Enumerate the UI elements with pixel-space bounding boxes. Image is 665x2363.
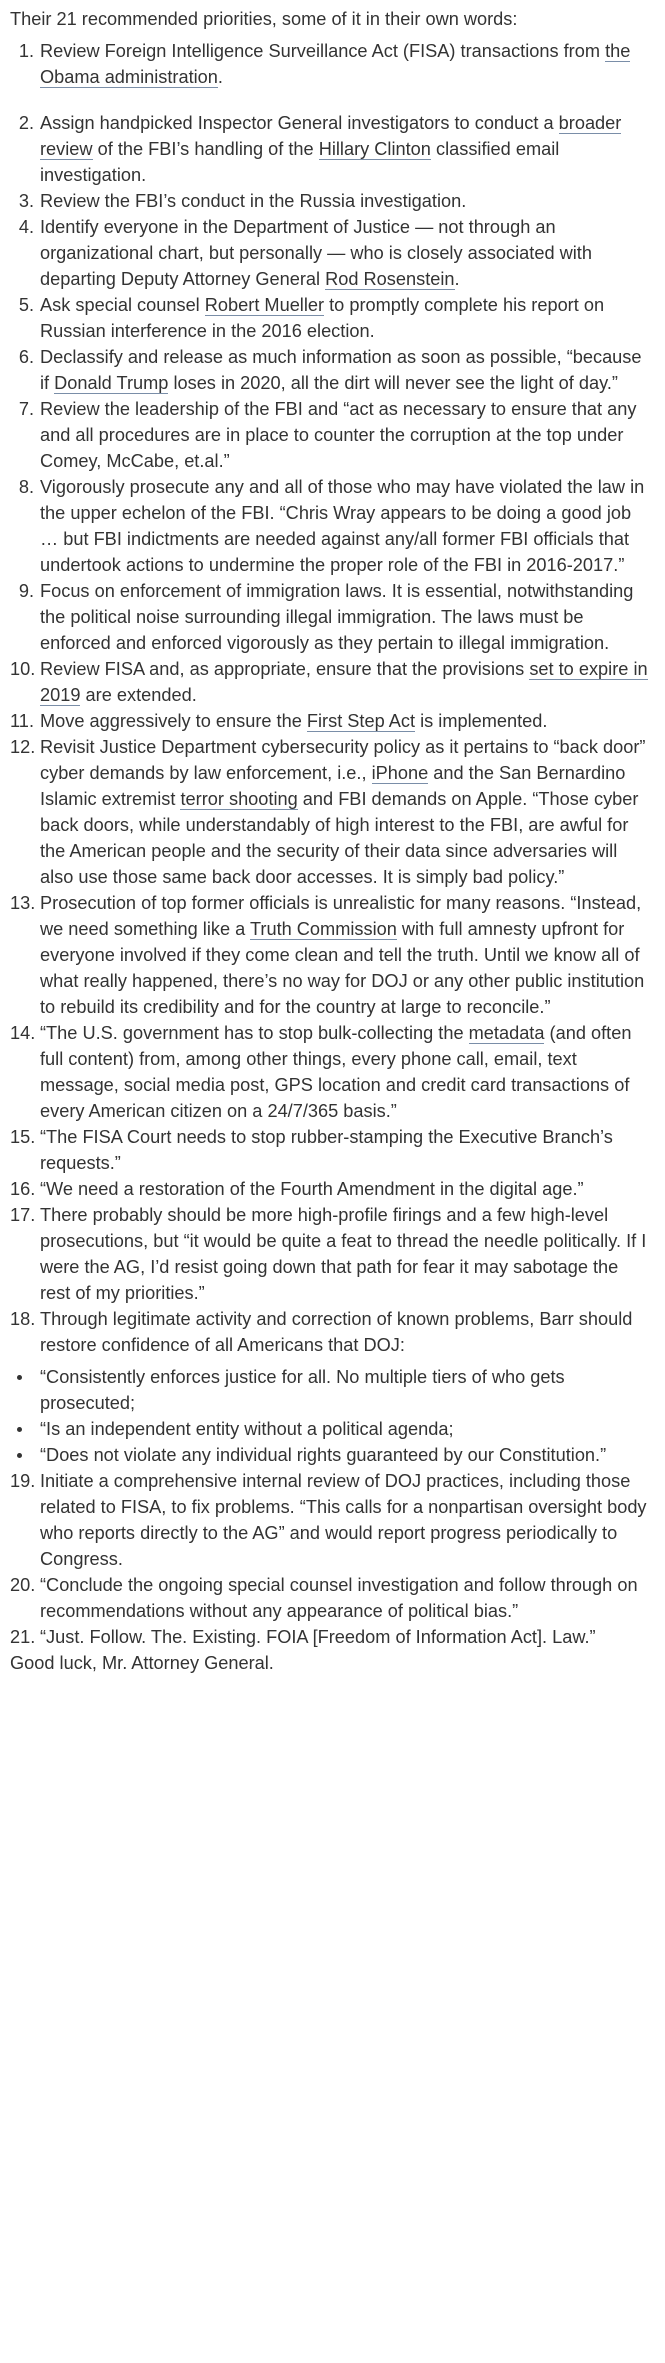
list-item	[10, 188, 651, 214]
article-link[interactable]: iPhone	[371, 763, 429, 783]
list-item-text	[40, 188, 651, 214]
text-run: (and often full content) from, among other things, every phone call, email, text message, social media post, GPS location and credit card transactions of every American citizen on a 24/7/365 basis.”	[40, 1023, 632, 1121]
text-run: “Just. Follow. The. Existing. FOIA [Freedom of Information Act]. Law.”	[40, 1627, 596, 1647]
list-item-number: 20 .	[10, 1572, 34, 1598]
list-item-text	[40, 1202, 651, 1306]
list-item-number: 9 .	[10, 578, 34, 604]
bullet-item: “Is an independent entity without a political agenda;	[10, 1416, 651, 1442]
list-item-text	[40, 292, 651, 344]
list-item	[10, 344, 651, 396]
list-item-text	[40, 1020, 651, 1124]
text-run: is implemented.	[415, 711, 548, 731]
list-item-text	[40, 1624, 651, 1650]
list-item	[10, 1020, 651, 1124]
text-run: “Conclude the ongoing special counsel investigation and follow through on recommendations without any appearance of political bias.”	[40, 1575, 638, 1621]
list-item	[10, 1624, 651, 1650]
article-link[interactable]: Robert Mueller	[204, 295, 325, 315]
text-run: Review FISA and, as appropriate, ensure that the provisions	[40, 659, 530, 679]
text-run: “We need a restoration of the Fourth Amendment in the digital age.”	[40, 1179, 584, 1199]
article-link[interactable]: the Obama administration	[40, 41, 631, 87]
list-item	[10, 1468, 651, 1572]
list-item-text	[40, 734, 651, 890]
list-item-number: 11 .	[10, 708, 34, 734]
text-run: Prosecution of top former officials is unrealistic for many reasons. “Instead, we need something like a	[40, 893, 642, 939]
text-run: Review the leadership of the FBI and “act as necessary to ensure that any and all procedures are in place to counter the corruption at the top under Comey, McCabe, et.al.”	[40, 399, 637, 471]
list-item-text	[40, 1124, 651, 1176]
article-link[interactable]: set to expire in 2019	[40, 659, 648, 705]
text-run: Assign handpicked Inspector General investigators to conduct a	[40, 113, 559, 133]
list-item	[10, 1572, 651, 1624]
list-item-text	[40, 474, 651, 578]
list-item-text	[40, 344, 651, 396]
list-item	[10, 708, 651, 734]
list-item-number: 13 .	[10, 890, 34, 916]
text-run: Move aggressively to ensure the	[40, 711, 307, 731]
list-item-number: 7 .	[10, 396, 34, 422]
text-run: .	[454, 269, 460, 289]
list-item	[10, 214, 651, 292]
text-run: Initiate a comprehensive internal review of DOJ practices, including those related to FISA, to fix problems. “This calls for a nonpartisan oversight body who reports directly to the AG” and would report progress periodically to Congress.	[40, 1471, 647, 1569]
list-item-number: 19 .	[10, 1468, 34, 1494]
list-item-text	[40, 578, 651, 656]
list-item-number: 10 .	[10, 656, 34, 682]
list-item	[10, 1306, 651, 1468]
text-run: Ask special counsel	[40, 295, 205, 315]
article-link[interactable]: Truth Commission	[249, 919, 397, 939]
text-run: classified email investigation.	[40, 139, 560, 185]
list-item-text	[40, 708, 651, 734]
text-run: loses in 2020, all the dirt will never see the light of day.”	[168, 373, 618, 393]
list-item-number: 6 .	[10, 344, 34, 370]
text-run: Declassify and release as much information as soon as possible, “because if	[40, 347, 642, 393]
list-item-text	[40, 38, 651, 90]
list-item-text	[40, 890, 651, 1020]
list-item-number: 16 .	[10, 1176, 34, 1202]
list-item-text	[40, 1572, 651, 1624]
text-run: Identify everyone in the Department of Justice — not through an organizational chart, but personally — who is closely associated with departing Deputy Attorney General	[40, 217, 592, 289]
text-run: and FBI demands on Apple. “Those cyber back doors, while understandably of high interest to the FBI, are awful for the American people and the security of their data since adversaries will also use those same back door accesses. It is simply bad policy.”	[40, 789, 639, 887]
list-item	[10, 890, 651, 1020]
list-item-text	[40, 214, 651, 292]
text-run: “The FISA Court needs to stop rubber-stamping the Executive Branch’s requests.”	[40, 1127, 613, 1173]
intro-paragraph: Their 21 recommended priorities, some of it in their own words:	[10, 9, 518, 29]
list-item	[10, 474, 651, 578]
text-run: Revisit Justice Department cybersecurity policy as it pertains to “back door” cyber demands by law enforcement, i.e.,	[40, 737, 646, 783]
list-item-number: 4 .	[10, 214, 34, 240]
list-item-number: 2 .	[10, 110, 34, 136]
text-run: Focus on enforcement of immigration laws. It is essential, notwithstanding the political noise surrounding illegal immigration. The laws must be enforced and enforced vigorously as they pertain to illegal immigration.	[40, 581, 634, 653]
list-item-number: 17 .	[10, 1202, 34, 1228]
text-run: of the FBI’s handling of the	[92, 139, 319, 159]
list-item	[10, 292, 651, 344]
list-item	[10, 396, 651, 474]
bullet-item: “Consistently enforces justice for all. No multiple tiers of who gets prosecuted;	[10, 1364, 651, 1416]
closing-paragraph: Good luck, Mr. Attorney General.	[10, 1653, 274, 1673]
list-item-number: 1 .	[10, 38, 34, 64]
list-item-text	[40, 396, 651, 474]
text-run: Review the FBI’s conduct in the Russia investigation.	[40, 191, 467, 211]
list-item	[10, 578, 651, 656]
list-item-number: 18 .	[10, 1306, 34, 1332]
article-link[interactable]: metadata	[468, 1023, 545, 1043]
text-run: There probably should be more high-profile firings and a few high-level prosecutions, but “it would be quite a feat to thread the needle politically. If I were the AG, I’d resist going down that path for fear it may sabotage the rest of my priorities.”	[40, 1205, 647, 1303]
priorities-list	[10, 38, 651, 1650]
list-item-text	[40, 110, 651, 188]
list-item	[10, 1124, 651, 1176]
list-item	[10, 734, 651, 890]
text-run: Through legitimate activity and correction of known problems, Barr should restore confidence of all Americans that DOJ:	[40, 1309, 633, 1355]
list-item-number: 14 .	[10, 1020, 34, 1046]
article-link[interactable]: broader review	[40, 113, 622, 159]
text-run: with full amnesty upfront for everyone involved if they come clean and tell the truth. Until we know all of what really happened, there’s no way for DOJ or any other public institution to rebuild its credibility and for the country at large to reconcile.”	[40, 919, 645, 1017]
list-item-number: 21 .	[10, 1624, 34, 1650]
text-run: Review Foreign Intelligence Surveillance Act (FISA) transactions from	[40, 41, 606, 61]
article-link[interactable]: Rod Rosenstein	[325, 269, 455, 289]
list-item-text	[40, 656, 651, 708]
list-item-number: 5 .	[10, 292, 34, 318]
list-item-number: 12 .	[10, 734, 34, 760]
article-link[interactable]: Donald Trump	[54, 373, 169, 393]
text-run: “The U.S. government has to stop bulk-collecting the	[40, 1023, 469, 1043]
bullet-list	[10, 1364, 651, 1468]
list-item	[10, 1176, 651, 1202]
list-item	[10, 1202, 651, 1306]
list-item-text	[40, 1306, 651, 1358]
list-item-text	[40, 1468, 651, 1572]
article-link[interactable]: terror shooting	[180, 789, 298, 809]
list-item-text	[40, 1176, 651, 1202]
article-link[interactable]: First Step Act	[306, 711, 416, 731]
text-run: Vigorously prosecute any and all of those who may have violated the law in the upper echelon of the FBI. “Chris Wray appears to be doing a good job … but FBI indictments are needed against any/all former FBI officials that undertook actions to undermine the proper role of the FBI in 2016-2017.”	[40, 477, 645, 575]
text-run: and the San Bernardino Islamic extremist	[40, 763, 626, 809]
bullet-item: “Does not violate any individual rights guaranteed by our Constitution.”	[10, 1442, 651, 1468]
list-item	[10, 656, 651, 708]
list-item-number: 15 .	[10, 1124, 34, 1150]
list-item-number: 3 .	[10, 188, 34, 214]
list-item	[10, 110, 651, 188]
list-item-number: 8 .	[10, 474, 34, 500]
article-link[interactable]: Hillary Clinton	[318, 139, 431, 159]
text-run: are extended.	[80, 685, 197, 705]
text-run: .	[217, 67, 223, 87]
list-item	[10, 38, 651, 90]
text-run: to promptly complete his report on Russian interference in the 2016 election.	[40, 295, 605, 341]
